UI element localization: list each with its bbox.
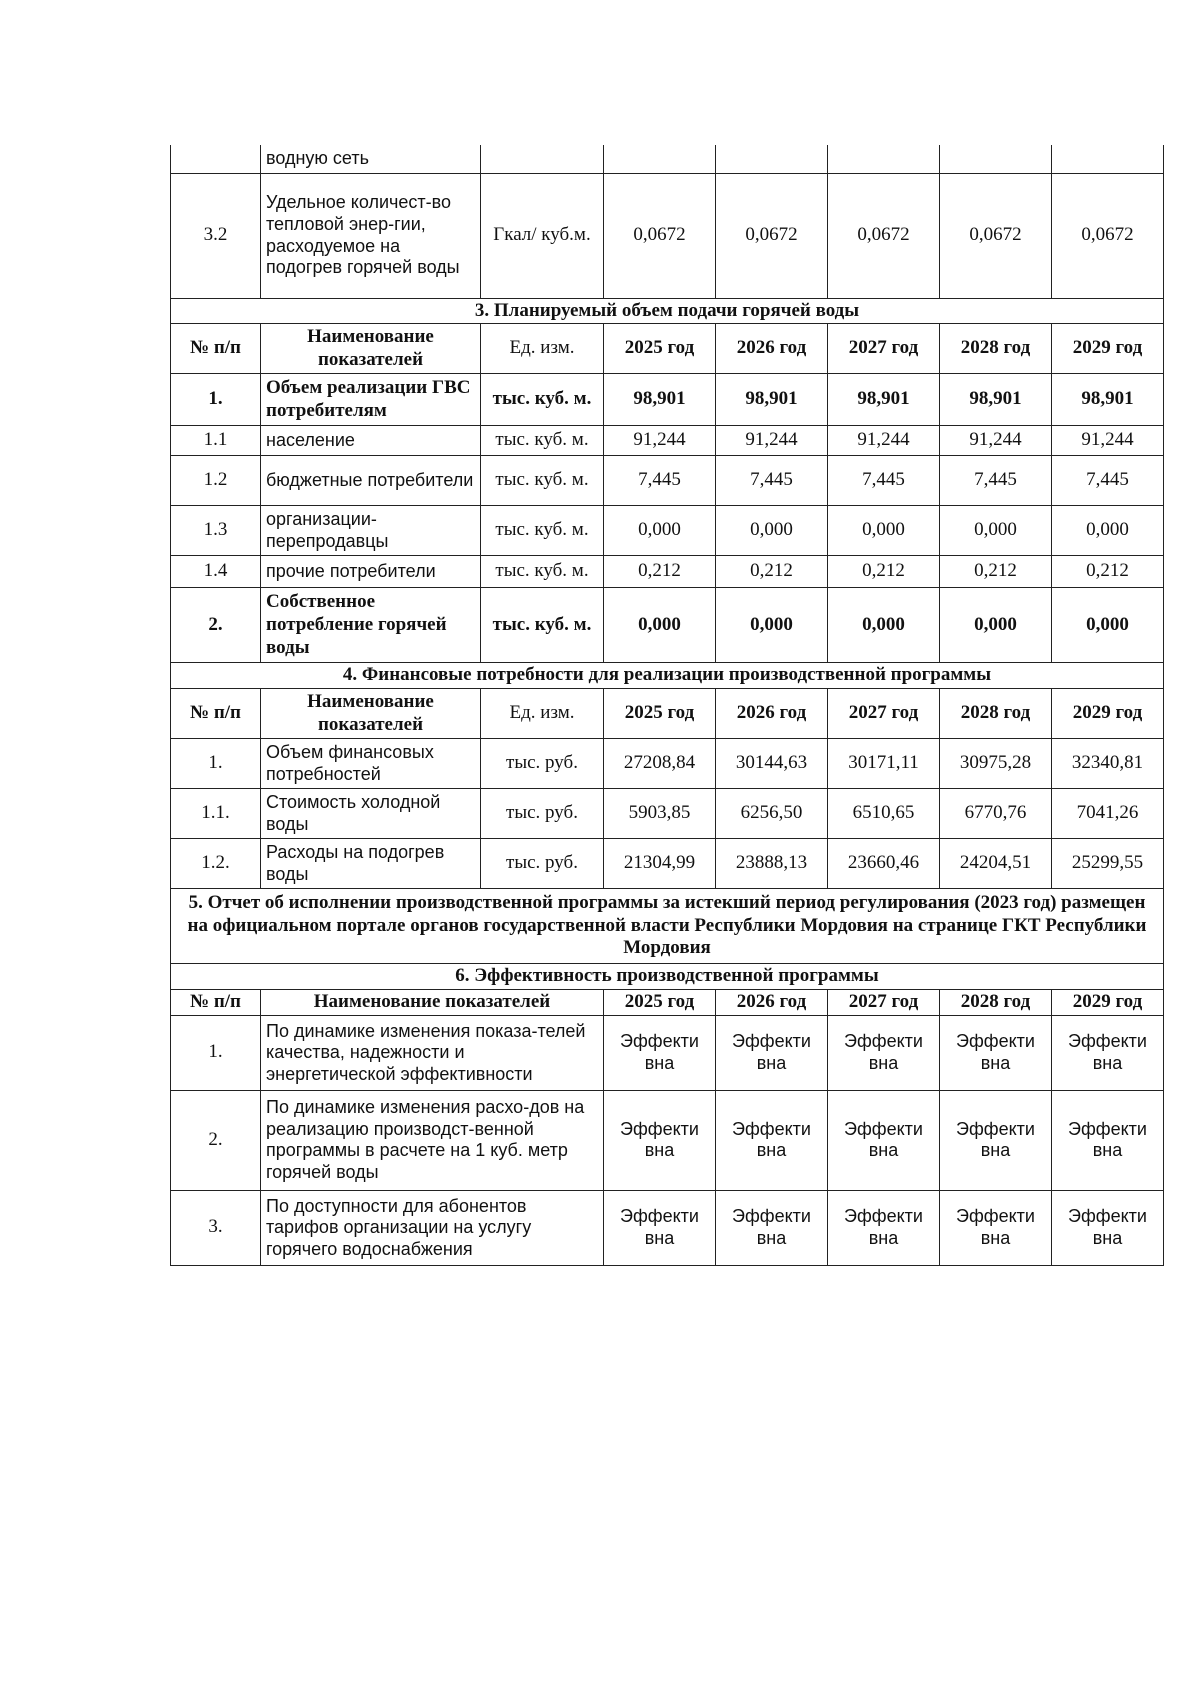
section-3 bbox=[171, 298, 1164, 663]
row-unit: тыс. руб. bbox=[481, 839, 604, 889]
document-sheet bbox=[170, 145, 1163, 1266]
value-cell: 7,445 bbox=[716, 456, 828, 506]
header-unit: Ед. изм. bbox=[481, 689, 604, 739]
value-cell: 0,212 bbox=[716, 556, 828, 588]
row-name: По динамике изменения показа-телей качества, надежности и энергетической эффективности bbox=[261, 1015, 604, 1090]
row-unit: тыс. куб. м. bbox=[481, 456, 604, 506]
header-year: 2026 год bbox=[716, 689, 828, 739]
value-cell: 98,901 bbox=[1052, 374, 1164, 426]
value-cell: 0,0672 bbox=[940, 173, 1052, 298]
header-row bbox=[171, 324, 1164, 374]
table-row bbox=[171, 588, 1164, 663]
row-unit: тыс. руб. bbox=[481, 739, 604, 789]
header-unit: Ед. изм. bbox=[481, 324, 604, 374]
value-cell: 30975,28 bbox=[940, 739, 1052, 789]
header-name: Наименование показателей bbox=[261, 324, 481, 374]
efficiency-cell: Эффекти вна bbox=[716, 1190, 828, 1265]
row-number: 1.1 bbox=[171, 426, 261, 456]
table-row bbox=[171, 789, 1164, 839]
row-name: организации-перепродавцы bbox=[261, 506, 481, 556]
value-cell: 0,212 bbox=[1052, 556, 1164, 588]
value-cell: 0,000 bbox=[604, 506, 716, 556]
value-cell bbox=[716, 145, 828, 173]
value-cell: 0,000 bbox=[1052, 588, 1164, 663]
table-row bbox=[171, 739, 1164, 789]
row-unit: тыс. руб. bbox=[481, 789, 604, 839]
row-name: водную сеть bbox=[261, 145, 481, 173]
header-year: 2028 год bbox=[940, 689, 1052, 739]
value-cell: 21304,99 bbox=[604, 839, 716, 889]
header-year: 2027 год bbox=[828, 324, 940, 374]
value-cell bbox=[940, 145, 1052, 173]
row-number: 3. bbox=[171, 1190, 261, 1265]
value-cell: 91,244 bbox=[604, 426, 716, 456]
value-cell: 25299,55 bbox=[1052, 839, 1164, 889]
row-name: Собственное потребление горячей воды bbox=[261, 588, 481, 663]
row-name: бюджетные потребители bbox=[261, 456, 481, 506]
table-row bbox=[171, 506, 1164, 556]
value-cell: 7,445 bbox=[604, 456, 716, 506]
efficiency-cell: Эффекти вна bbox=[1052, 1190, 1164, 1265]
header-year: 2029 год bbox=[1052, 689, 1164, 739]
value-cell: 98,901 bbox=[604, 374, 716, 426]
header-row bbox=[171, 689, 1164, 739]
value-cell: 91,244 bbox=[716, 426, 828, 456]
efficiency-cell: Эффекти вна bbox=[828, 1190, 940, 1265]
row-name: По динамике изменения расхо-дов на реализацию производст-венной программы в расчете на 1 куб. метр горячей воды bbox=[261, 1090, 604, 1190]
row-number: 1.2 bbox=[171, 456, 261, 506]
header-name: Наименование показателей bbox=[261, 689, 481, 739]
section-4 bbox=[171, 663, 1164, 889]
header-year: 2029 год bbox=[1052, 989, 1164, 1015]
row-name: прочие потребители bbox=[261, 556, 481, 588]
value-cell: 0,000 bbox=[828, 588, 940, 663]
row-number: 1.3 bbox=[171, 506, 261, 556]
row-name: население bbox=[261, 426, 481, 456]
value-cell: 98,901 bbox=[940, 374, 1052, 426]
value-cell: 91,244 bbox=[1052, 426, 1164, 456]
row-number: 1. bbox=[171, 739, 261, 789]
efficiency-cell: Эффекти вна bbox=[716, 1015, 828, 1090]
value-cell: 0,000 bbox=[1052, 506, 1164, 556]
row-unit: тыс. куб. м. bbox=[481, 506, 604, 556]
row-unit: тыс. куб. м. bbox=[481, 556, 604, 588]
efficiency-cell: Эффекти вна bbox=[940, 1190, 1052, 1265]
efficiency-cell: Эффекти вна bbox=[940, 1015, 1052, 1090]
value-cell: 0,000 bbox=[828, 506, 940, 556]
row-name: Объем реализации ГВС потребителям bbox=[261, 374, 481, 426]
row-number: 2. bbox=[171, 588, 261, 663]
row-number: 3.2 bbox=[171, 173, 261, 298]
header-year: 2027 год bbox=[828, 989, 940, 1015]
value-cell: 0,212 bbox=[940, 556, 1052, 588]
value-cell: 24204,51 bbox=[940, 839, 1052, 889]
table-row bbox=[171, 556, 1164, 588]
row-unit bbox=[481, 145, 604, 173]
header-num: № п/п bbox=[171, 689, 261, 739]
value-cell: 7,445 bbox=[828, 456, 940, 506]
value-cell: 7,445 bbox=[1052, 456, 1164, 506]
row-number: 1.4 bbox=[171, 556, 261, 588]
value-cell bbox=[604, 145, 716, 173]
value-cell: 0,212 bbox=[604, 556, 716, 588]
header-year: 2029 год bbox=[1052, 324, 1164, 374]
row-number: 1. bbox=[171, 374, 261, 426]
value-cell bbox=[1052, 145, 1164, 173]
efficiency-cell: Эффекти вна bbox=[604, 1015, 716, 1090]
value-cell: 98,901 bbox=[716, 374, 828, 426]
row-unit: тыс. куб. м. bbox=[481, 374, 604, 426]
table-row bbox=[171, 1015, 1164, 1090]
value-cell: 0,0672 bbox=[716, 173, 828, 298]
efficiency-cell: Эффекти вна bbox=[1052, 1015, 1164, 1090]
value-cell: 0,000 bbox=[716, 588, 828, 663]
row-number: 2. bbox=[171, 1090, 261, 1190]
row-number: 1. bbox=[171, 1015, 261, 1090]
section-6 bbox=[171, 964, 1164, 1266]
value-cell: 0,0672 bbox=[828, 173, 940, 298]
report-note: 5. Отчет об исполнении производственной программы за истекший период регулирования (2023 год) размещен на официальном портале органов государственной власти Республики Мордовия на странице ГКТ Республики Мордовия bbox=[171, 889, 1164, 964]
efficiency-cell: Эффекти вна bbox=[604, 1090, 716, 1190]
table-row bbox=[171, 426, 1164, 456]
value-cell: 0,0672 bbox=[604, 173, 716, 298]
section-title: 4. Финансовые потребности для реализации производственной программы bbox=[171, 663, 1164, 689]
value-cell: 6510,65 bbox=[828, 789, 940, 839]
efficiency-cell: Эффекти вна bbox=[828, 1090, 940, 1190]
table-row bbox=[171, 1090, 1164, 1190]
row-number: 1.2. bbox=[171, 839, 261, 889]
value-cell: 27208,84 bbox=[604, 739, 716, 789]
program-table bbox=[170, 145, 1164, 1266]
section-title: 6. Эффективность производственной программы bbox=[171, 964, 1164, 990]
efficiency-cell: Эффекти вна bbox=[716, 1090, 828, 1190]
row-name: Стоимость холодной воды bbox=[261, 789, 481, 839]
row-name: Объем финансовых потребностей bbox=[261, 739, 481, 789]
efficiency-cell: Эффекти вна bbox=[1052, 1090, 1164, 1190]
table-row bbox=[171, 145, 1164, 173]
value-cell: 7,445 bbox=[940, 456, 1052, 506]
top-rows bbox=[171, 145, 1164, 298]
value-cell: 30144,63 bbox=[716, 739, 828, 789]
header-year: 2027 год bbox=[828, 689, 940, 739]
value-cell bbox=[828, 145, 940, 173]
row-unit: Гкал/ куб.м. bbox=[481, 173, 604, 298]
value-cell: 91,244 bbox=[828, 426, 940, 456]
efficiency-cell: Эффекти вна bbox=[604, 1190, 716, 1265]
row-number bbox=[171, 145, 261, 173]
value-cell: 0,0672 bbox=[1052, 173, 1164, 298]
table-row bbox=[171, 1190, 1164, 1265]
header-num: № п/п bbox=[171, 989, 261, 1015]
header-year: 2028 год bbox=[940, 324, 1052, 374]
value-cell: 0,000 bbox=[940, 588, 1052, 663]
header-year: 2025 год bbox=[604, 989, 716, 1015]
header-num: № п/п bbox=[171, 324, 261, 374]
header-year: 2026 год bbox=[716, 324, 828, 374]
header-name: Наименование показателей bbox=[261, 989, 604, 1015]
table-row bbox=[171, 456, 1164, 506]
row-number: 1.1. bbox=[171, 789, 261, 839]
efficiency-cell: Эффекти вна bbox=[940, 1090, 1052, 1190]
header-year: 2028 год bbox=[940, 989, 1052, 1015]
value-cell: 98,901 bbox=[828, 374, 940, 426]
value-cell: 23888,13 bbox=[716, 839, 828, 889]
header-year: 2025 год bbox=[604, 324, 716, 374]
header-year: 2026 год bbox=[716, 989, 828, 1015]
row-name: Расходы на подогрев воды bbox=[261, 839, 481, 889]
value-cell: 7041,26 bbox=[1052, 789, 1164, 839]
row-name: Удельное количест-во тепловой энер-гии, расходуемое на подогрев горячей воды bbox=[261, 173, 481, 298]
value-cell: 5903,85 bbox=[604, 789, 716, 839]
row-unit: тыс. куб. м. bbox=[481, 588, 604, 663]
value-cell: 0,000 bbox=[940, 506, 1052, 556]
value-cell: 0,000 bbox=[604, 588, 716, 663]
value-cell: 30171,11 bbox=[828, 739, 940, 789]
value-cell: 32340,81 bbox=[1052, 739, 1164, 789]
row-name: По доступности для абонентов тарифов организации на услугу горячего водоснабжения bbox=[261, 1190, 604, 1265]
header-row bbox=[171, 989, 1164, 1015]
value-cell: 91,244 bbox=[940, 426, 1052, 456]
table-row bbox=[171, 374, 1164, 426]
value-cell: 6256,50 bbox=[716, 789, 828, 839]
row-unit: тыс. куб. м. bbox=[481, 426, 604, 456]
table-row bbox=[171, 173, 1164, 298]
value-cell: 0,000 bbox=[716, 506, 828, 556]
efficiency-cell: Эффекти вна bbox=[828, 1015, 940, 1090]
value-cell: 6770,76 bbox=[940, 789, 1052, 839]
value-cell: 0,212 bbox=[828, 556, 940, 588]
section-title: 3. Планируемый объем подачи горячей воды bbox=[171, 298, 1164, 324]
section-5 bbox=[171, 889, 1164, 964]
header-year: 2025 год bbox=[604, 689, 716, 739]
table-row bbox=[171, 839, 1164, 889]
value-cell: 23660,46 bbox=[828, 839, 940, 889]
